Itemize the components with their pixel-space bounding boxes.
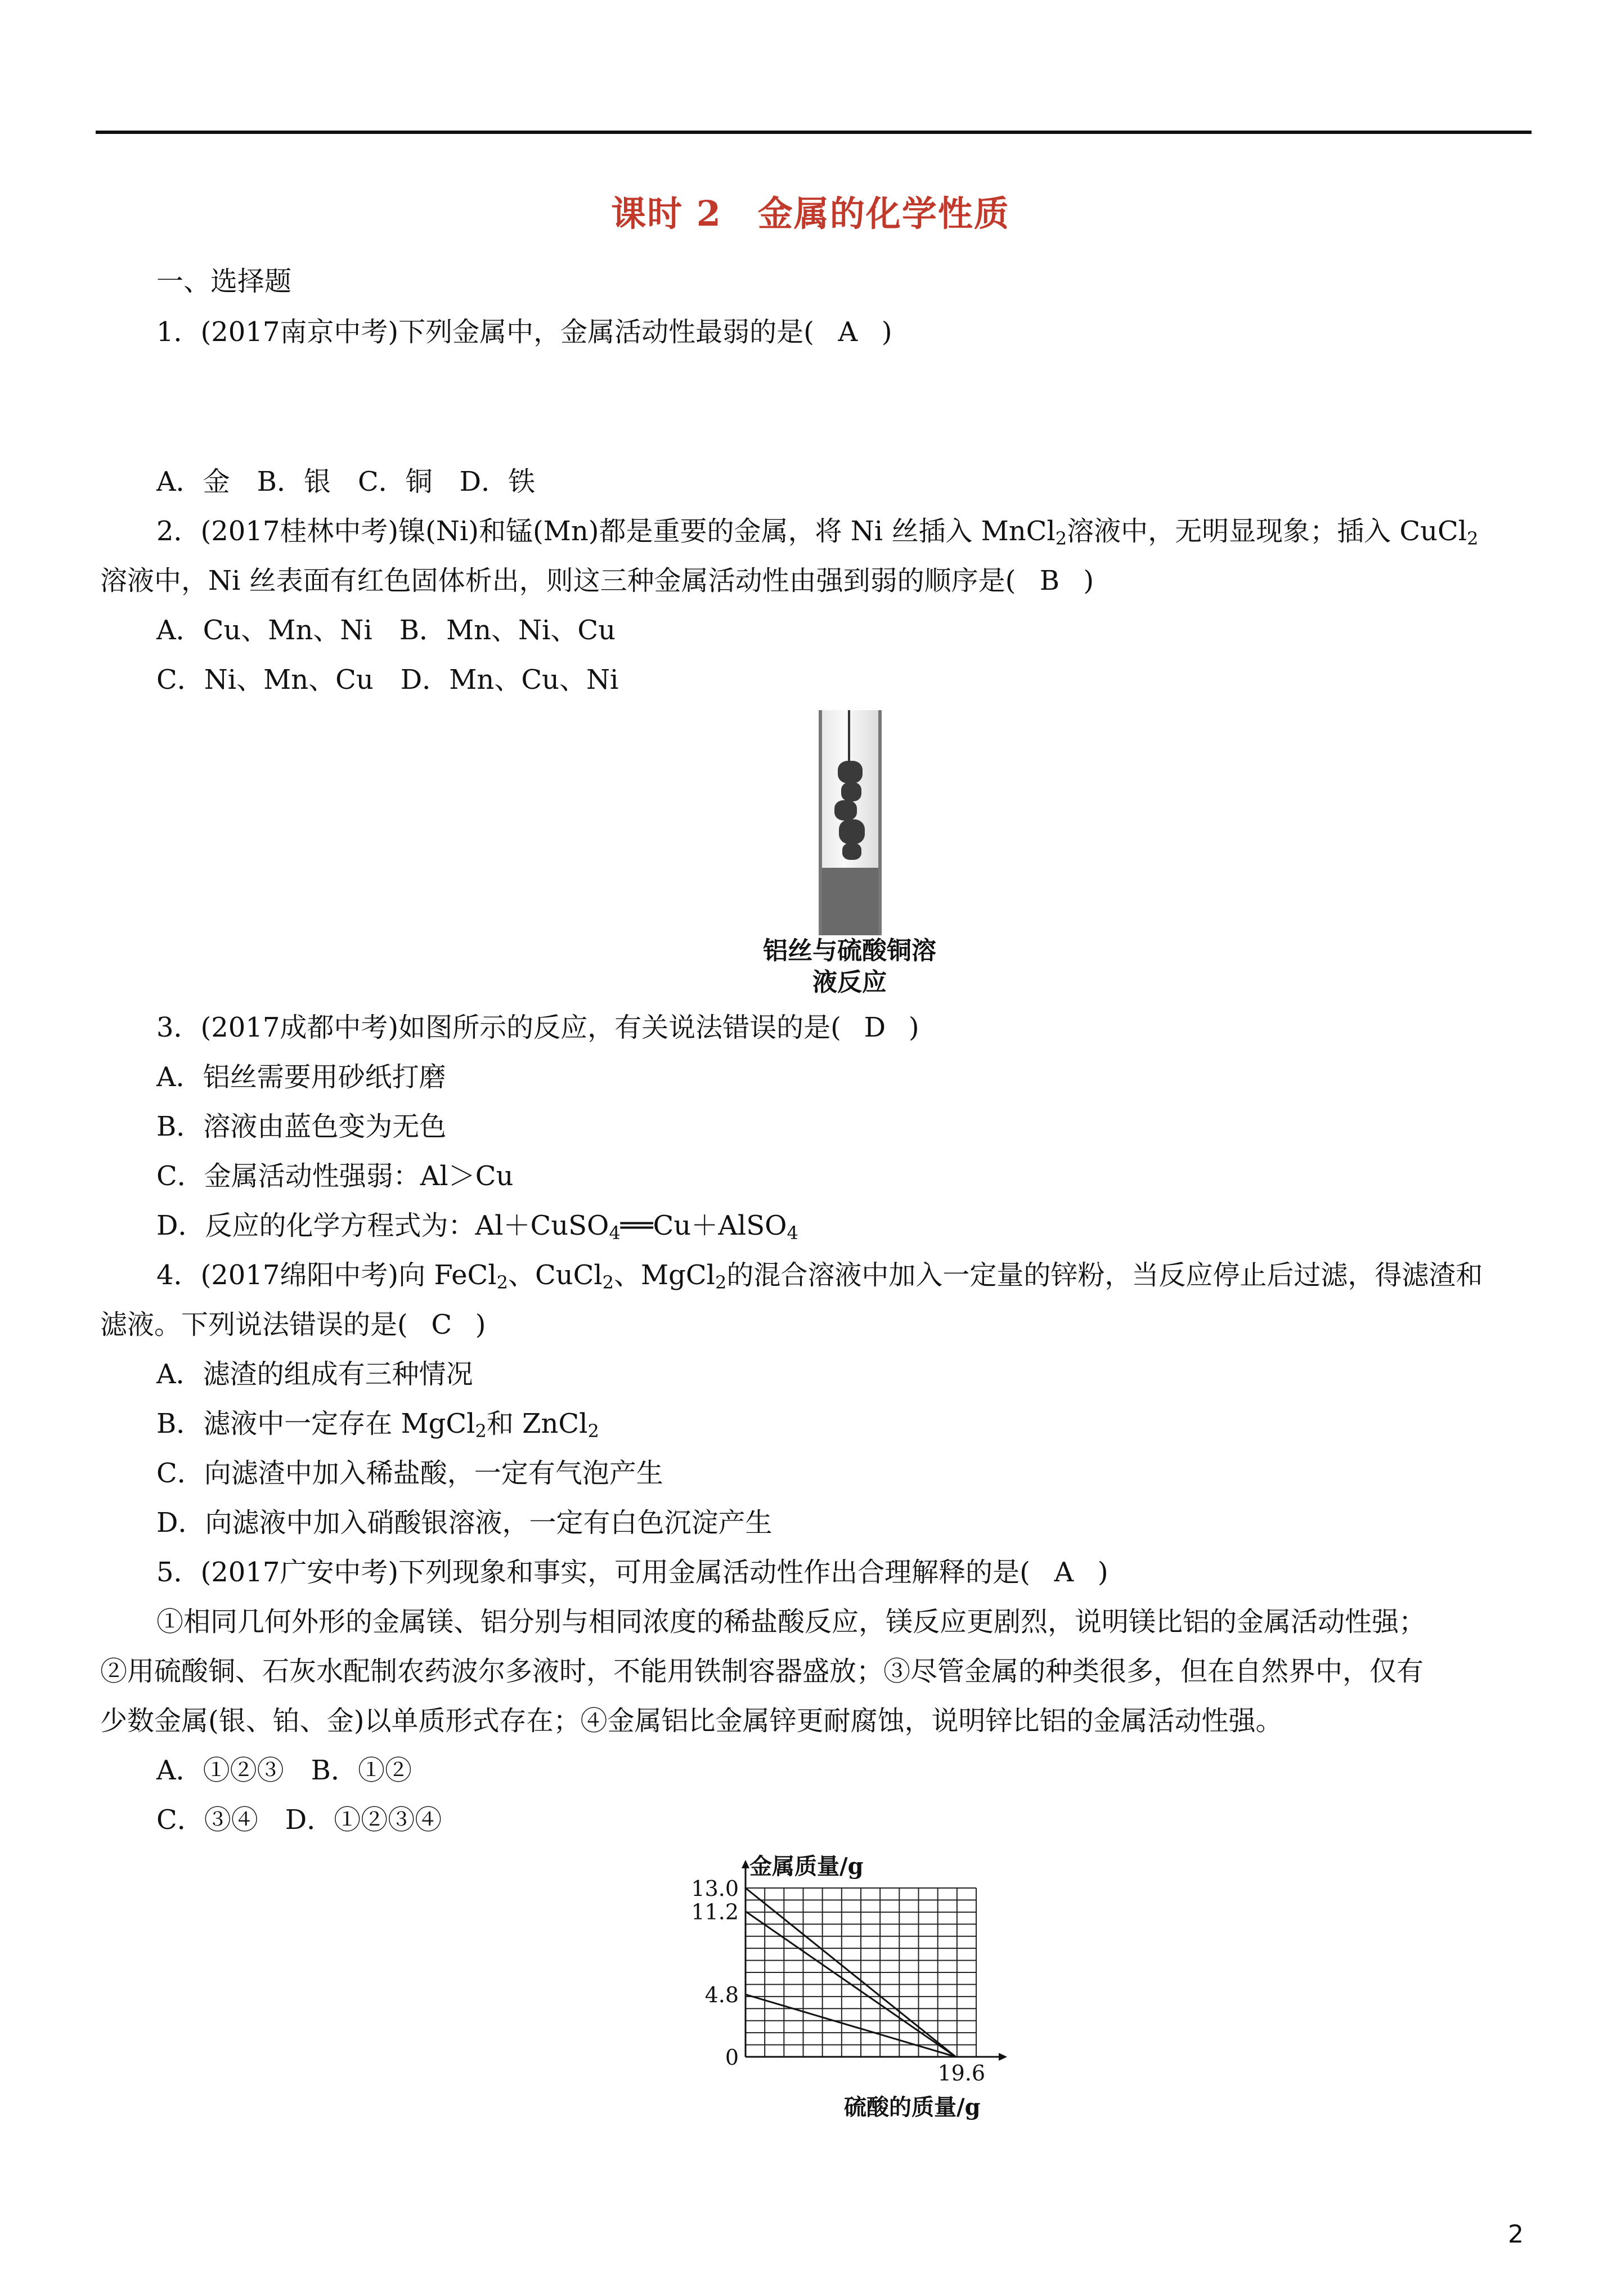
question-3-option-d xyxy=(156,1209,798,1243)
copper-deposit xyxy=(841,782,861,801)
question-5-answer: A xyxy=(1054,1557,1074,1588)
question-2-text-1: 2．(2017桂林中考)镍(Ni)和锰(Mn)都是重要的金属，将 Ni 丝插入 MnCl xyxy=(156,515,1056,547)
question-3-option-c: C．金属活动性强弱：Al＞Cu xyxy=(156,1160,514,1192)
subscript: 2 xyxy=(496,1272,508,1293)
question-4-option-a: A．滤渣的组成有三种情况 xyxy=(156,1358,473,1390)
question-4-text-3: 、MgCl xyxy=(614,1259,715,1291)
lesson-title: 课时 2 金属的化学性质 xyxy=(611,193,1010,234)
question-3-answer: D xyxy=(864,1012,886,1043)
header-rule xyxy=(96,131,1532,134)
question-4-text-5: 滤液。下列说法错误的是( xyxy=(100,1309,408,1340)
question-4-text-2: 、CuCl xyxy=(508,1259,603,1291)
copper-deposit xyxy=(839,819,865,844)
chart-x-axis-label: 硫酸的质量/g xyxy=(844,2094,981,2120)
subscript: 4 xyxy=(787,1222,798,1244)
question-5-close: ) xyxy=(1097,1557,1108,1588)
question-3-close: ) xyxy=(908,1012,919,1043)
question-5-stem xyxy=(156,1555,1108,1589)
subscript: 4 xyxy=(609,1222,621,1244)
question-3-option-d-text-1: D．反应的化学方程式为：Al＋CuSO xyxy=(156,1210,609,1241)
metal-mass-chart xyxy=(675,1851,1024,2122)
subscript: 2 xyxy=(715,1272,727,1293)
y-tick-label: 11.2 xyxy=(691,1899,739,1925)
question-2-stem-line2 xyxy=(100,564,1094,598)
copper-deposit xyxy=(838,761,863,783)
question-2-options-row2: C．Ni、Mn、Cu D．Mn、Cu、Ni xyxy=(156,664,619,696)
question-4-option-d: D．向滤液中加入硝酸银溶液，一定有白色沉淀产生 xyxy=(156,1507,773,1539)
chart-grid xyxy=(746,1888,976,2057)
question-4-answer: C xyxy=(431,1309,452,1340)
question-1-options: A．金 B．银 C．铜 D．铁 xyxy=(156,466,536,497)
question-5-text: 5．(2017广安中考)下列现象和事实，可用金属活动性作出合理解释的是( xyxy=(156,1557,1030,1588)
y-axis-arrow xyxy=(742,1860,749,1868)
figure-caption-line2: 液反应 xyxy=(812,968,887,997)
question-1-text: 1．(2017南京中考)下列金属中，金属活动性最弱的是( xyxy=(156,316,814,348)
y-tick-label: 13.0 xyxy=(691,1876,739,1901)
subscript: 2 xyxy=(1467,528,1479,549)
question-4-option-b-text-2: 和 ZnCl xyxy=(486,1408,588,1440)
solution xyxy=(822,868,878,935)
copper-deposit xyxy=(834,800,857,820)
question-2-text-3: 溶液中，Ni 丝表面有红色固体析出，则这三种金属活动性由强到弱的顺序是( xyxy=(100,565,1016,597)
question-4-option-c: C．向滤渣中加入稀盐酸，一定有气泡产生 xyxy=(156,1458,663,1489)
question-4-stem-line2 xyxy=(100,1308,486,1342)
question-5-statement-line1: ①相同几何外形的金属镁、铝分别与相同浓度的稀盐酸反应，镁反应更剧烈，说明镁比铝的金属活动性强； xyxy=(156,1606,1426,1638)
question-3-text: 3．(2017成都中考)如图所示的反应，有关说法错误的是( xyxy=(156,1012,841,1043)
copper-deposit xyxy=(842,843,861,860)
section-heading: 一、选择题 xyxy=(156,266,292,297)
question-5-options-row1: A．①②③ B．①② xyxy=(156,1755,412,1786)
subscript: 2 xyxy=(475,1420,487,1442)
question-4-stem xyxy=(156,1258,1483,1292)
question-2-text-2: 溶液中，无明显现象；插入 CuCl xyxy=(1067,515,1467,547)
y-tick-label: 4.8 xyxy=(704,1983,739,2008)
question-4-option-b xyxy=(156,1407,599,1441)
question-3-stem xyxy=(156,1011,919,1044)
page-number: 2 xyxy=(1508,2220,1524,2249)
series-line xyxy=(746,1994,956,2057)
question-1-answer: A xyxy=(838,316,858,348)
question-1-stem xyxy=(156,315,892,349)
question-5-statement-line2: ②用硫酸铜、石灰水配制农药波尔多液时，不能用铁制容器盛放；③尽管金属的种类很多，但在自然界中，仅有 xyxy=(100,1656,1424,1687)
question-2-close: ) xyxy=(1083,565,1094,597)
question-4-option-b-text-1: B．滤液中一定存在 MgCl xyxy=(156,1408,475,1440)
aluminum-wire xyxy=(848,710,850,761)
y-tick-label: 0 xyxy=(725,2045,739,2070)
question-4-close: ) xyxy=(475,1309,486,1340)
question-1-close: ) xyxy=(881,316,892,348)
question-2-stem xyxy=(156,514,1478,548)
x-tick-label: 19.6 xyxy=(937,2061,986,2086)
question-2-options-row1: A．Cu、Mn、Ni B．Mn、Ni、Cu xyxy=(156,615,616,646)
question-5-options-row2: C．③④ D．①②③④ xyxy=(156,1804,442,1836)
question-2-answer: B xyxy=(1039,565,1059,597)
question-3-option-b: B．溶液由蓝色变为无色 xyxy=(156,1111,447,1142)
question-4-text-4: 的混合溶液中加入一定量的锌粉，当反应停止后过滤，得滤渣和 xyxy=(726,1259,1483,1291)
chart-ticks xyxy=(691,1876,985,2086)
subscript: 2 xyxy=(602,1272,614,1293)
subscript: 2 xyxy=(587,1420,599,1442)
x-axis-arrow xyxy=(999,2053,1007,2061)
question-5-statement-line3: 少数金属(银、铂、金)以单质形式存在；④金属铝比金属锌更耐腐蚀，说明锌比铝的金属活动性强。 xyxy=(100,1705,1283,1737)
chart-y-axis-label: 金属质量/g xyxy=(749,1853,864,1880)
test-tube-photo xyxy=(819,710,882,935)
question-3-option-a: A．铝丝需要用砂纸打磨 xyxy=(156,1061,446,1093)
question-4-text-1: 4．(2017绵阳中考)向 FeCl xyxy=(156,1259,497,1291)
question-3-option-d-text-2: ══Cu＋AlSO xyxy=(620,1210,787,1241)
subscript: 2 xyxy=(1055,528,1067,549)
figure-caption-line1: 铝丝与硫酸铜溶 xyxy=(763,936,936,965)
